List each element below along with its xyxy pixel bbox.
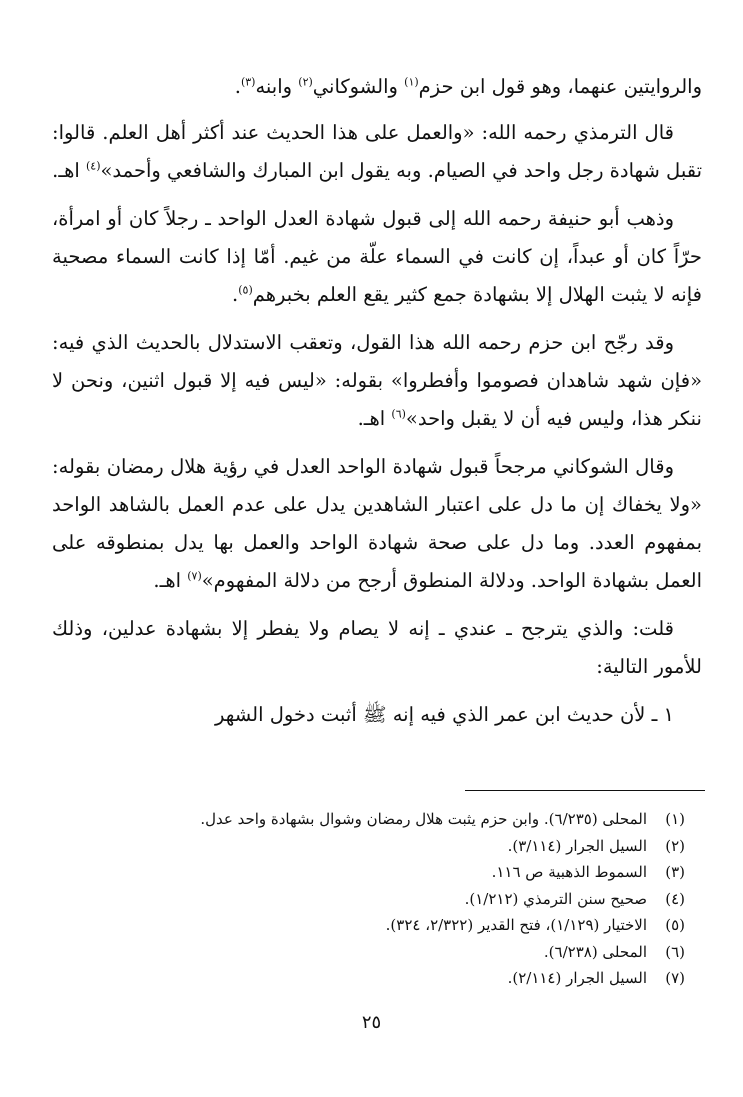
footnote-text: المحلى (٦/٢٣٥). وابن حزم يثبت هلال رمضان وشوال بشهادة واحد عدل.: [200, 810, 647, 828]
footnotes-list: [60, 806, 685, 992]
footnote-item: [60, 806, 685, 833]
footnote-ref-4: (٤): [85, 159, 101, 173]
footnote-item: [60, 833, 685, 860]
footnote-ref-6: (٦): [391, 407, 406, 421]
paragraph-7: ١ ـ لأن حديث ابن عمر الذي فيه إنه ﷺ أثبت دخول الشهر: [215, 703, 674, 726]
footnote-item: [60, 886, 685, 913]
footnote-text: المحلى (٦/٢٣٨).: [543, 942, 647, 961]
footnote-item: [60, 965, 685, 992]
footnote-number: (٢): [665, 836, 685, 855]
footnote-number: (٤): [665, 889, 685, 908]
footnote-ref-3: (٣): [240, 75, 256, 89]
paragraph-1: والروايتين عنهما، وهو قول ابن حزم$^{(١)}$ والشوكاني$^{(٢)}$ وابنه$^{(٣)}$.: [234, 75, 702, 98]
footnote-number: (٦): [665, 942, 685, 961]
paragraph-2: قال الترمذي رحمه الله: «والعمل على هذا الحديث عند أكثر أهل العلم. قالوا: تقبل شهادة رجل واحد في الصيام. وبه يقول ابن المبارك والشافعي وأحمد»$^{(٤)}$ اهـ.: [52, 121, 702, 182]
paragraph-4: وقد رجّح ابن حزم رحمه الله هذا القول، وتعقب الاستدلال بالحديث الذي فيه: «فإن شهد شاهدان فصوموا وأفطروا» بقوله: «ليس فيه إلا قبول اثنين، ونحن لا ننكر هذا، وليس فيه أن لا يقبل واحد»$^{(٦)}$ اهـ.: [52, 331, 702, 430]
footnote-ref-7: (٧): [187, 569, 202, 583]
page-number: ٢٥: [361, 1012, 382, 1033]
footnote-ref-2: (٢): [298, 75, 313, 89]
paragraph-3: وذهب أبو حنيفة رحمه الله إلى قبول شهادة العدل الواحد ـ رجلاً كان أو امرأة، حرّاً كان أو عبداً، إن كانت في السماء علّة من غيم. أمّا إذا كانت السماء مصحية فإنه لا يثبت الهلال إلا بشهادة جمع كثير يقع العلم بخبرهم$^{(٥)}$.: [52, 207, 702, 306]
footnote-number: (٣): [665, 863, 685, 881]
footnote-ref-5: (٥): [238, 283, 253, 297]
footnote-text: السيل الجرار (٣/١١٤).: [507, 836, 647, 855]
footnote-text: السيل الجرار (٢/١١٤).: [507, 969, 647, 987]
main-text: [52, 68, 702, 744]
footnote-text: الاختيار (١/١٢٩)، فتح القدير (٢/٣٢٢، ٣٢٤).: [385, 916, 647, 934]
footnote-number: (٧): [665, 969, 685, 987]
footnote-item: [60, 939, 685, 966]
footnote-number: (١): [665, 810, 685, 828]
footnote-separator: [465, 790, 705, 791]
footnote-ref-1: (١): [404, 75, 419, 89]
footnote-item: [60, 859, 685, 886]
footnote-item: [60, 912, 685, 939]
footnote-text: صحيح سنن الترمذي (١/٢١٢).: [464, 889, 647, 908]
footnote-text: السموط الذهبية ص ١١٦.: [491, 863, 647, 881]
footnote-number: (٥): [665, 916, 685, 934]
paragraph-6: قلت: والذي يترجح ـ عندي ـ إنه لا يصام ولا يفطر إلا بشهادة عدلين، وذلك للأمور التالية:: [52, 617, 702, 678]
paragraph-5: وقال الشوكاني مرجحاً قبول شهادة الواحد العدل في رؤية هلال رمضان بقوله: «ولا يخفاك إن ما دل على اعتبار الشاهدين يدل على عدم العمل بالشاهد الواحد بمفهوم العدد. وما دل على صحة شهادة الواحد والعمل بها يدل بمنطوقه على العمل بشهادة الواحد. ودلالة المنطوق أرجح من دلالة المفهوم»$^{(٧)}$ اهـ.: [52, 455, 702, 592]
